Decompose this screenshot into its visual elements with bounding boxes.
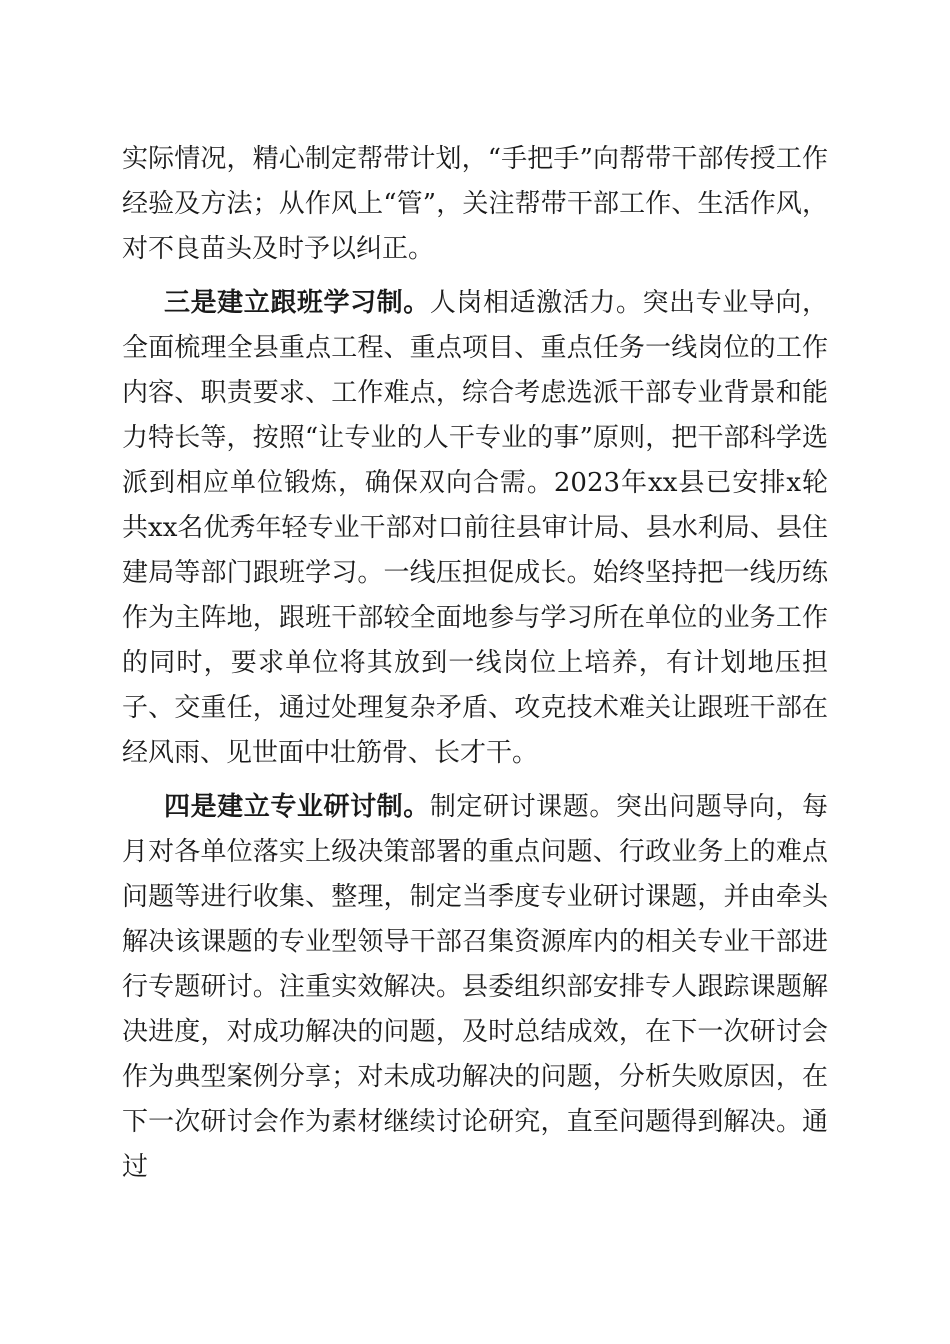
paragraph-2 (122, 281, 828, 776)
paragraph-2-text: 人岗相适激活力。突出专业导向，全面梳理全县重点工程、重点项目、重点任务一线岗位的工作内容、职责要求、工作难点，综合考虑选派干部专业背景和能力特长等，按照“让专业的人干专业的事”原则，把干部科学选派到相应单位锻炼，确保双向合需。2023年xx县已安排x轮共xx名优秀年轻专业干部对口前往县审计局、县水利局、县住建局等部门跟班学习。一线压担促成长。始终坚持把一线历练作为主阵地，跟班干部较全面地参与学习所在单位的业务工作的同时，要求单位将其放到一线岗位上培养，有计划地压担子、交重任，通过处理复杂矛盾、攻克技术难关让跟班干部在经风雨、见世面中壮筋骨、长才干。 (122, 288, 828, 768)
paragraph-3-lead: 四是建立专业研讨制。 (164, 792, 430, 822)
paragraph-1-text: 实际情况，精心制定帮带计划，“手把手”向帮带干部传授工作经验及方法；从作风上“管”，关注帮带干部工作、生活作风，对不良苗头及时予以纠正。 (122, 144, 828, 264)
paragraph-3 (122, 785, 828, 1190)
paragraph-2-lead: 三是建立跟班学习制。 (164, 288, 430, 318)
document-body (122, 137, 828, 1199)
paragraph-3-text: 制定研讨课题。突出问题导向，每月对各单位落实上级决策部署的重点问题、行政业务上的难点问题等进行收集、整理，制定当季度专业研讨课题，并由牵头解决该课题的专业型领导干部召集资源库内的相关专业干部进行专题研讨。注重实效解决。县委组织部安排专人跟踪课题解决进度，对成功解决的问题，及时总结成效，在下一次研讨会作为典型案例分享；对未成功解决的问题，分析失败原因，在下一次研讨会作为素材继续讨论研究，直至问题得到解决。通过 (122, 792, 828, 1182)
paragraph-1 (122, 137, 828, 272)
